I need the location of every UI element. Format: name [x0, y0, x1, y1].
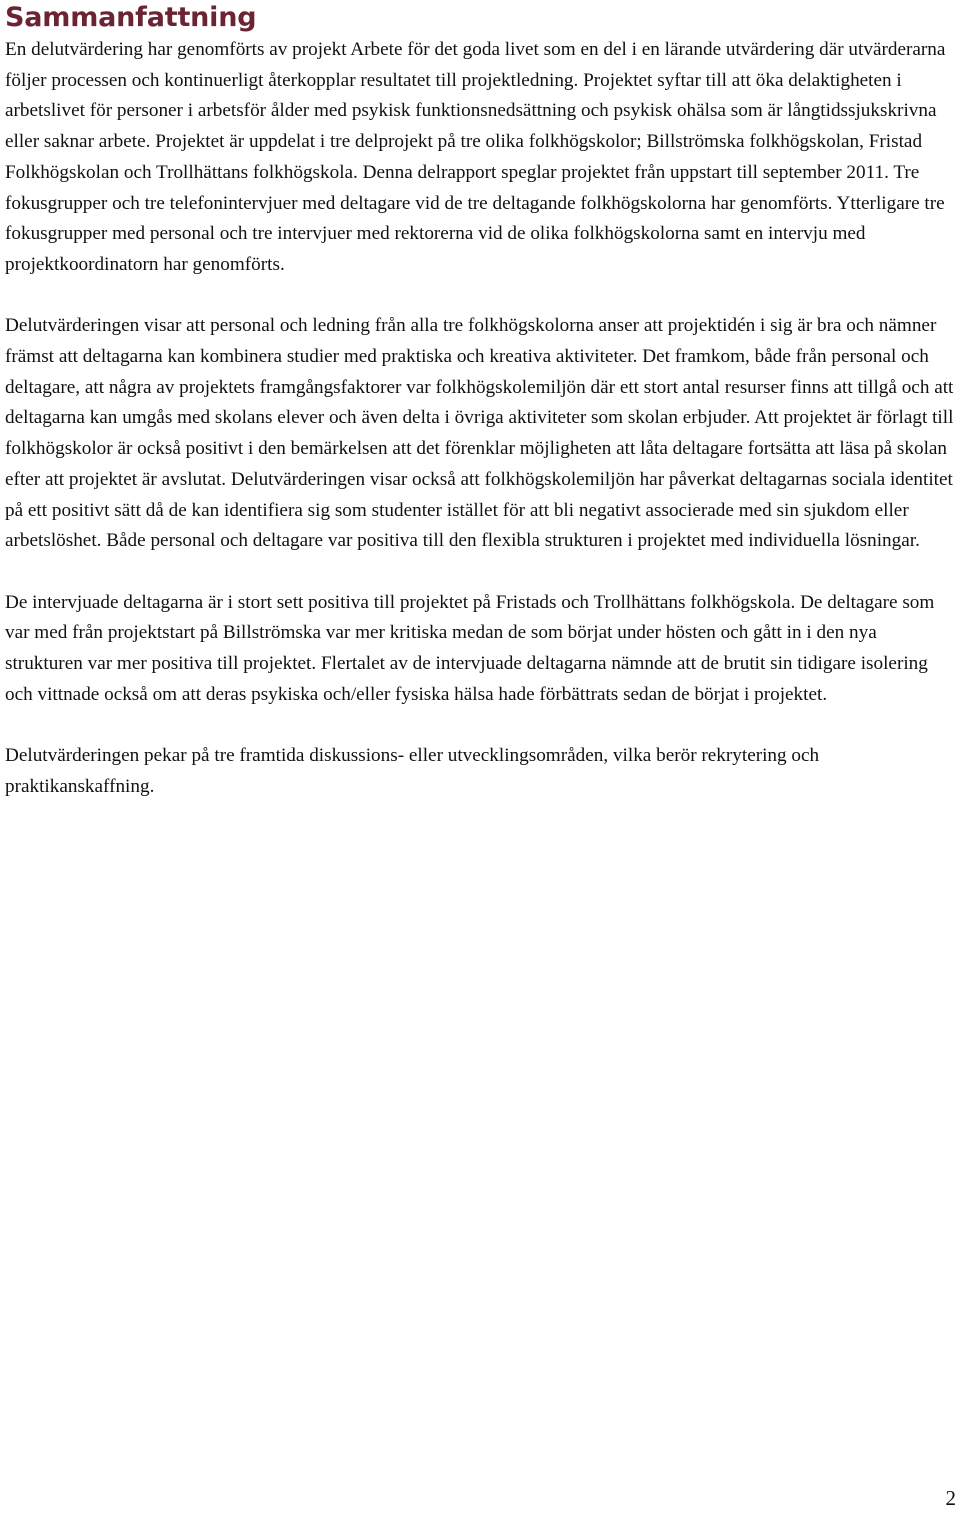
summary-paragraph-3: De intervjuade deltagarna är i stort sett positiva till projektet på Fristads och Trollhättans folkhögskola. De deltagare som var med från projektstart på Billströmska var mer kritiska medan de som börjat under hösten och gått in i den nya strukturen var mer positiva till projektet. Flertalet av de intervjuade deltagarna nämnde att de brutit sin tidigare isolering och vittnade också om att deras psykiska och/eller fysiska hälsa hade förbättrats sedan de börjat i projektet.: [5, 591, 935, 705]
page-number: 2: [945, 1486, 956, 1510]
summary-paragraph-4: Delutvärderingen pekar på tre framtida diskussions- eller utvecklingsområden, vilka berör rekrytering och praktikanskaffning.: [5, 745, 820, 797]
summary-paragraph-2: Delutvärderingen visar att personal och ledning från alla tre folkhögskolorna anser att projektidén i sig är bra och nämner främst att deltagarna kan kombinera studier med praktiska och kreativa aktiviteter. Det framkom, både från personal och deltagare, att några av projektets framgångsfaktorer var folkhögskolemiljön där ett stort antal resurser finns att tillgå och att deltagarna kan umgås med skolans elever och även delta i övriga aktiviteter som skolan erbjuder. Att projektet är förlagt till folkhögskolor är också positivt i den bemärkelsen att det förenklar möjligheten att låta deltagare fortsätta att läsa på skolan efter att projektet är avslutat. Delutvärderingen visar också att folkhögskolemiljön har påverkat deltagarnas sociala identitet på ett positivt sätt då de kan identifiera sig som studenter istället för att bli negativt associerade med sin sjukdom eller arbetslöshet. Både personal och deltagare var positiva till den flexibla strukturen i projektet med individuella lösningar.: [5, 315, 954, 552]
summary-paragraph-1: En delutvärdering har genomförts av projekt Arbete för det goda livet som en del i en lärande utvärdering där utvärderarna följer processen och kontinuerligt återkopplar resultatet till projektledning. Projektet syftar till att öka delaktigheten i arbetslivet för personer i arbetsför ålder med psykisk funktionsnedsättning och psykisk ohälsa som är långtidssjukskrivna eller saknar arbete. Projektet är uppdelat i tre delprojekt på tre olika folkhögskolor; Billströmska folkhögskolan, Fristad Folkhögskolan och Trollhättans folkhögskola. Denna delrapport speglar projektet från uppstart till september 2011. Tre fokusgrupper och tre telefonintervjuer med deltagare vid de tre deltagande folkhögskolorna har genomförts. Ytterligare tre fokusgrupper med personal och tre intervjuer med rektorerna vid de olika folkhögskolorna samt en intervju med projektkoordinatorn har genomförts.: [5, 39, 946, 275]
section-heading: Sammanfattning: [5, 2, 257, 33]
